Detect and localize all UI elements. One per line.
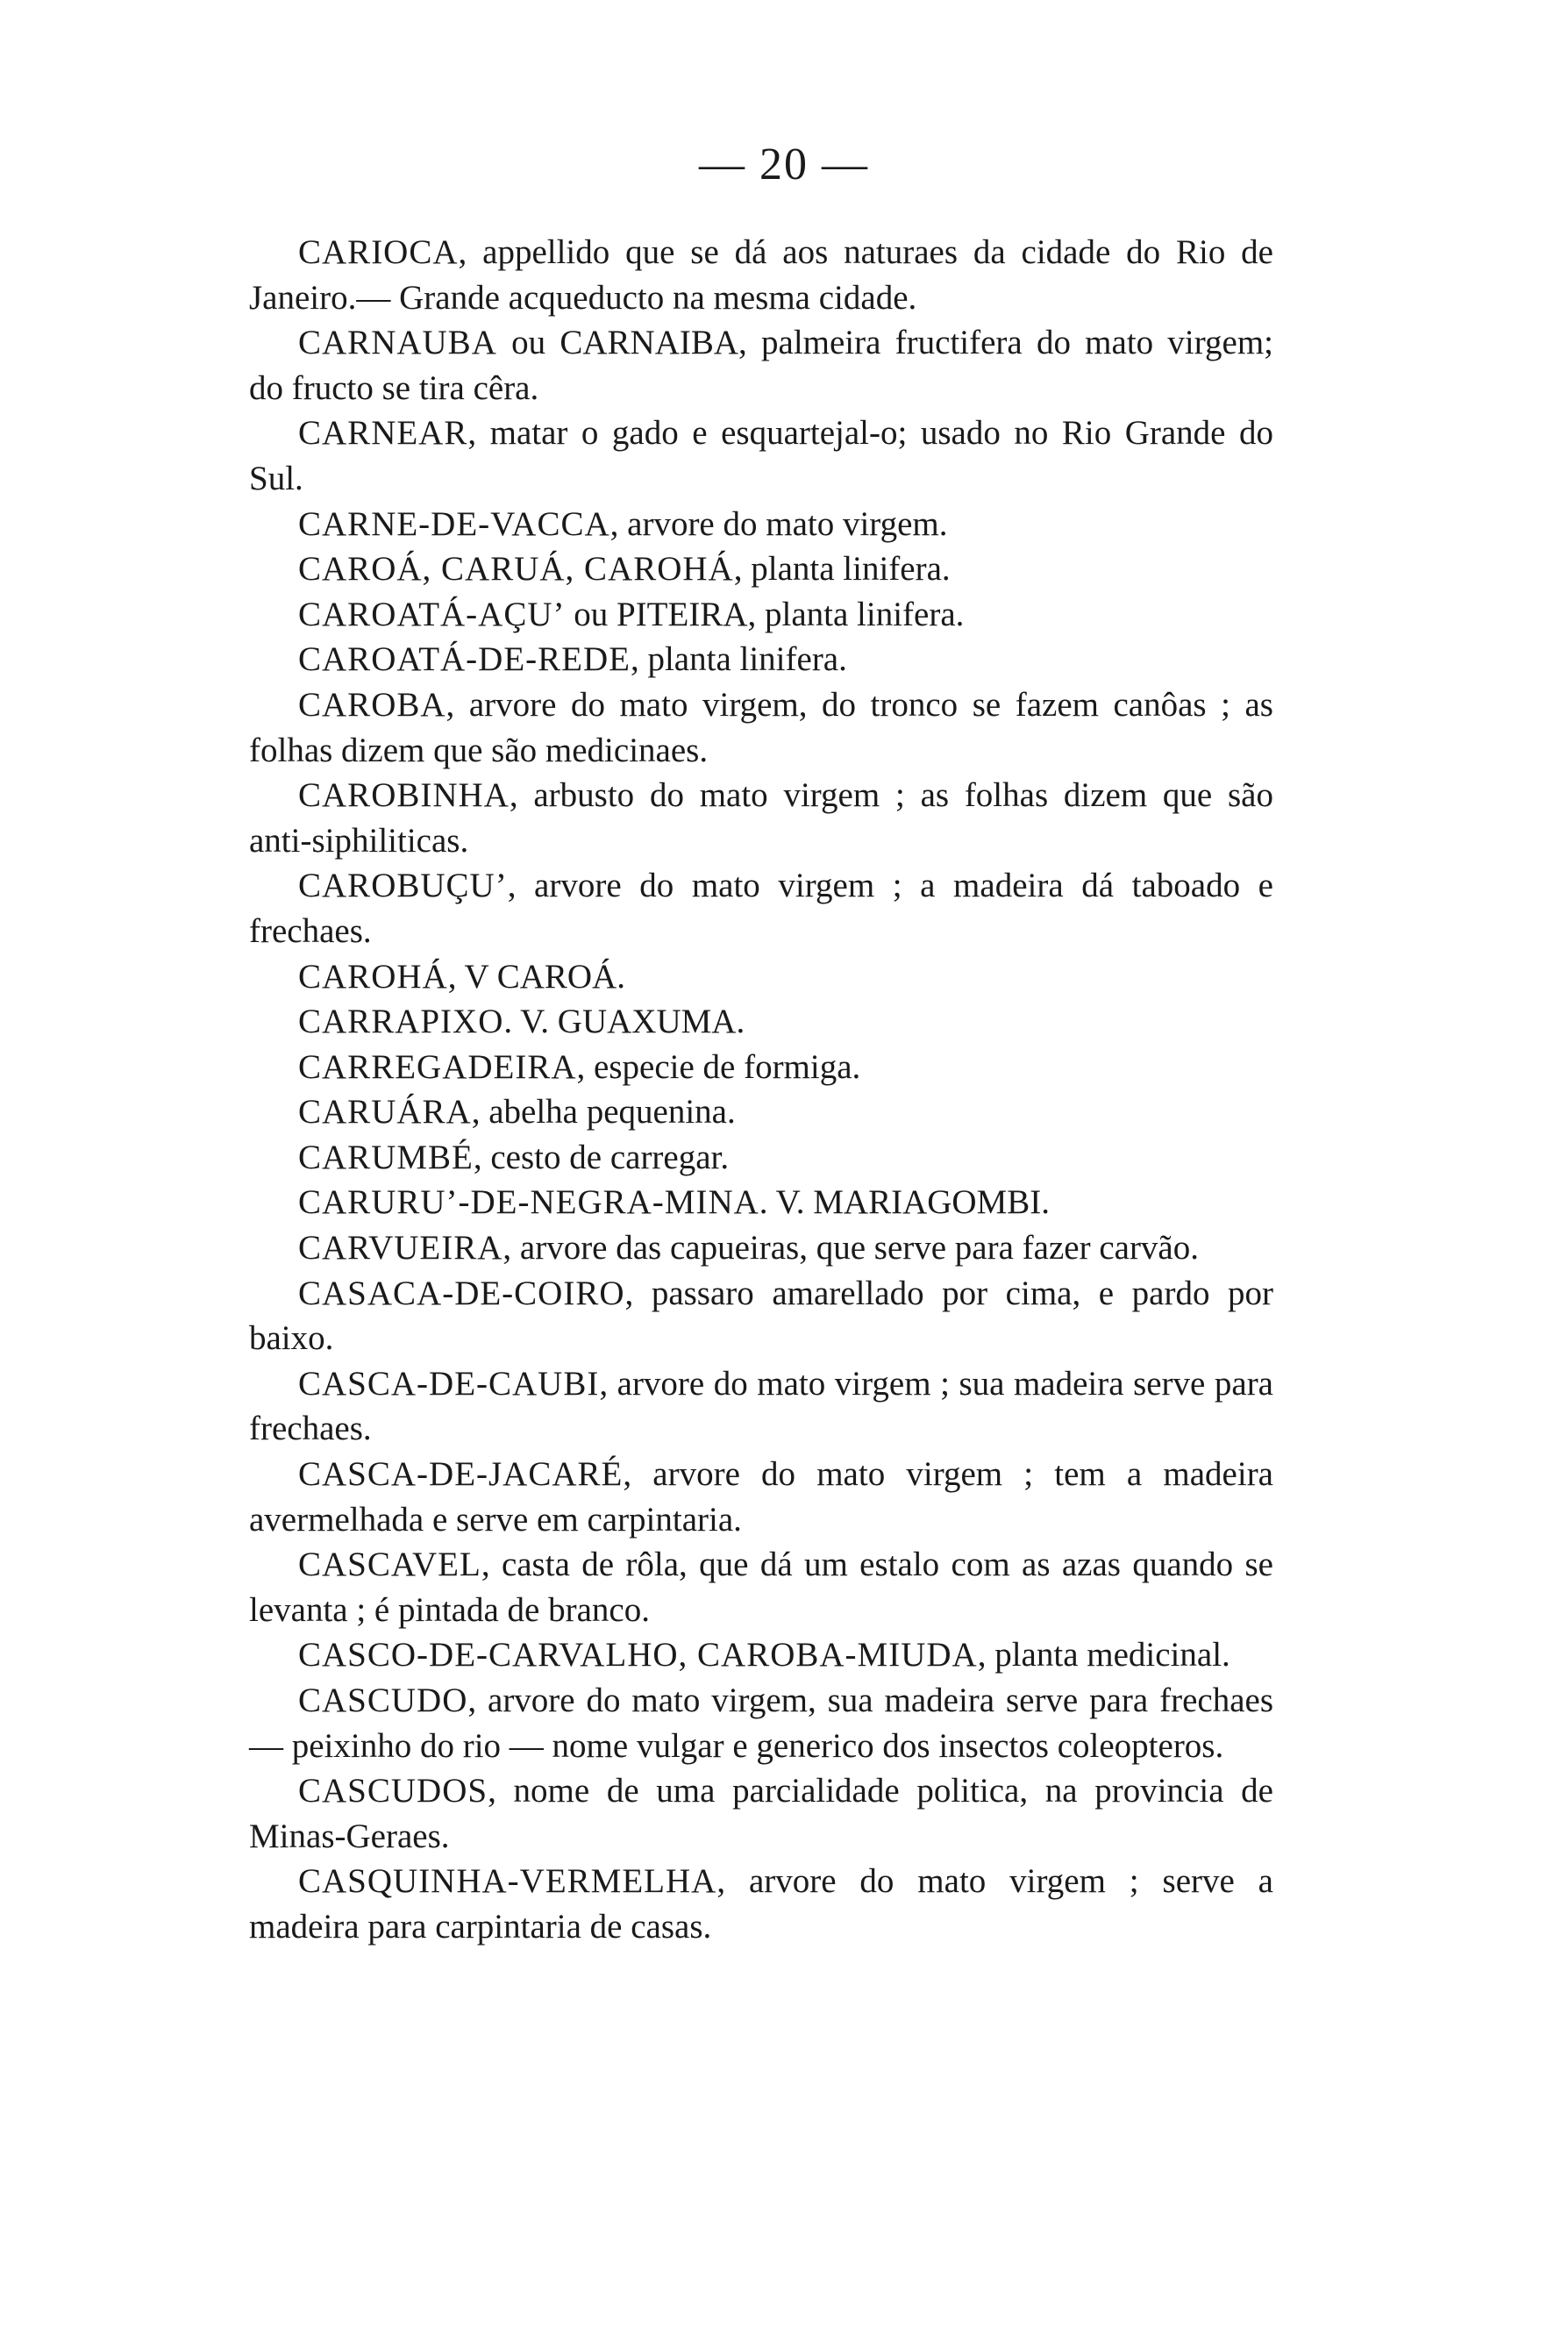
entry-definition: , arvore do mato virgem, do tronco se fazem canôas ; as folhas dizem que são medicinaes. [249, 685, 1273, 769]
entry-headword: CASCA-DE-CAUBI [298, 1364, 600, 1403]
entry-headword: CASACA-DE-COIRO [298, 1274, 625, 1312]
entry-headword: CARUÁRA [298, 1093, 472, 1132]
entry-definition: , arvore do mato virgem ; sua madeira serve para frechaes. [249, 1364, 1273, 1448]
entry-headword: CARUMBÉ [298, 1138, 474, 1176]
dictionary-entry [249, 1632, 1273, 1678]
entry-headword: CARNE-DE-VACCA [298, 504, 610, 543]
entry-headword: CASQUINHA-VERMELHA [298, 1862, 717, 1901]
dictionary-entry [249, 1859, 1273, 1949]
entry-definition: , arvore do mato virgem ; a madeira dá taboado e frechaes. [249, 867, 1273, 950]
entry-headword: CARURU’-DE-NEGRA-MINA [298, 1183, 759, 1222]
entry-headword: CASCO-DE-CARVALHO, CAROBA-MIUDA [298, 1636, 978, 1674]
dictionary-entry [249, 863, 1273, 953]
entry-definition: , casta de rôla, que dá um estalo com as azas quando se levanta ; é pintada de branco. [249, 1546, 1273, 1629]
entry-headword: CASCUDO [298, 1682, 468, 1719]
dictionary-entry [249, 230, 1273, 320]
dictionary-entry [249, 773, 1273, 863]
dictionary-entry [249, 1452, 1273, 1542]
dictionary-entry [249, 682, 1273, 773]
entry-definition: , nome de uma parcialidade politica, na provincia de Minas-Geraes. [249, 1772, 1273, 1855]
page-number: — 20 — [699, 139, 869, 189]
entry-definition: , especie de formiga. [576, 1047, 861, 1086]
dictionary-entry [249, 1271, 1273, 1361]
entry-headword: CASCA-DE-JACARÉ [298, 1455, 624, 1494]
entry-definition: , passaro amarellado por cima, e pardo por baixo. [249, 1274, 1273, 1358]
entry-headword: CARIOCA [298, 233, 459, 271]
dictionary-entry [249, 1768, 1273, 1859]
dictionary-entry [249, 1089, 1273, 1135]
dictionary-entry [249, 954, 1273, 1000]
entry-definition: ou PITEIRA, planta linifera. [565, 595, 965, 633]
entry-definition: , arvore do mato virgem, sua madeira serve para frechaes — peixinho do rio — nome vulgar e generico dos insectos coleopteros. [249, 1682, 1273, 1765]
entry-headword: CAROATÁ-AÇU’ [298, 595, 566, 633]
dictionary-entry [249, 1225, 1273, 1271]
dictionary-entry [249, 1135, 1273, 1181]
entry-definition: . V. GUAXUMA. [503, 1003, 745, 1041]
dictionary-entry [249, 546, 1273, 592]
dictionary-entry [249, 411, 1273, 501]
entry-definition: , abelha pequenina. [471, 1093, 736, 1132]
entry-definition: , planta linifera. [630, 640, 847, 679]
entry-headword: CAROBUÇU’ [298, 867, 508, 905]
entry-headword: CARNAUBA [298, 324, 497, 362]
entry-headword: CAROATÁ-DE-REDE [298, 640, 631, 679]
entry-definition: ou CARNAIBA, palmeira fructifera do mato virgem; do fructo se tira cêra. [249, 324, 1273, 407]
entry-headword: CARVUEIRA [298, 1229, 503, 1267]
dictionary-entries [249, 230, 1273, 1950]
dictionary-entry [249, 1180, 1273, 1225]
entry-headword: CASCUDOS [298, 1772, 488, 1810]
entry-definition: , arvore do mato virgem ; serve a madeira para carpintaria de casas. [249, 1862, 1273, 1946]
entry-headword: CARNEAR [298, 414, 468, 453]
dictionary-entry [249, 1542, 1273, 1632]
entry-headword: CARRAPIXO [298, 1003, 504, 1041]
dictionary-entry [249, 1361, 1273, 1452]
entry-definition: , V CAROÁ. [447, 957, 625, 996]
entry-headword: CARREGADEIRA [298, 1047, 577, 1086]
dictionary-entry [249, 1678, 1273, 1768]
entry-definition: , arvore do mato virgem. [609, 504, 948, 543]
entry-headword: CAROÁ, CARUÁ, CAROHÁ [298, 550, 734, 589]
entry-definition: . V. MARIAGOMBI. [759, 1183, 1050, 1222]
entry-headword: CAROHÁ [298, 957, 448, 996]
entry-definition: , planta medicinal. [977, 1636, 1230, 1674]
dictionary-entry [249, 1045, 1273, 1090]
entry-definition: , cesto de carregar. [473, 1138, 730, 1176]
entry-definition: , arvore do mato virgem ; tem a madeira avermelhada e serve em carpintaria. [249, 1455, 1273, 1539]
entry-definition: , matar o gado e esquartejal-o; usado no Rio Grande do Sul. [249, 414, 1273, 497]
dictionary-entry [249, 637, 1273, 682]
entry-headword: CAROBA [298, 685, 446, 724]
dictionary-entry [249, 999, 1273, 1045]
entry-headword: CASCAVEL [298, 1546, 481, 1584]
dictionary-entry [249, 502, 1273, 547]
entry-definition: , planta linifera. [733, 550, 951, 589]
entry-definition: , arbusto do mato virgem ; as folhas dizem que são anti-siphiliticas. [249, 776, 1273, 860]
dictionary-entry [249, 592, 1273, 638]
dictionary-entry [249, 320, 1273, 411]
entry-definition: , arvore das capueiras, que serve para fazer carvão. [502, 1229, 1199, 1267]
entry-headword: CAROBINHA [298, 776, 510, 815]
entry-definition: , appellido que se dá aos naturaes da cidade do Rio de Janeiro.— Grande acqueducto na mesma cidade. [249, 233, 1273, 317]
